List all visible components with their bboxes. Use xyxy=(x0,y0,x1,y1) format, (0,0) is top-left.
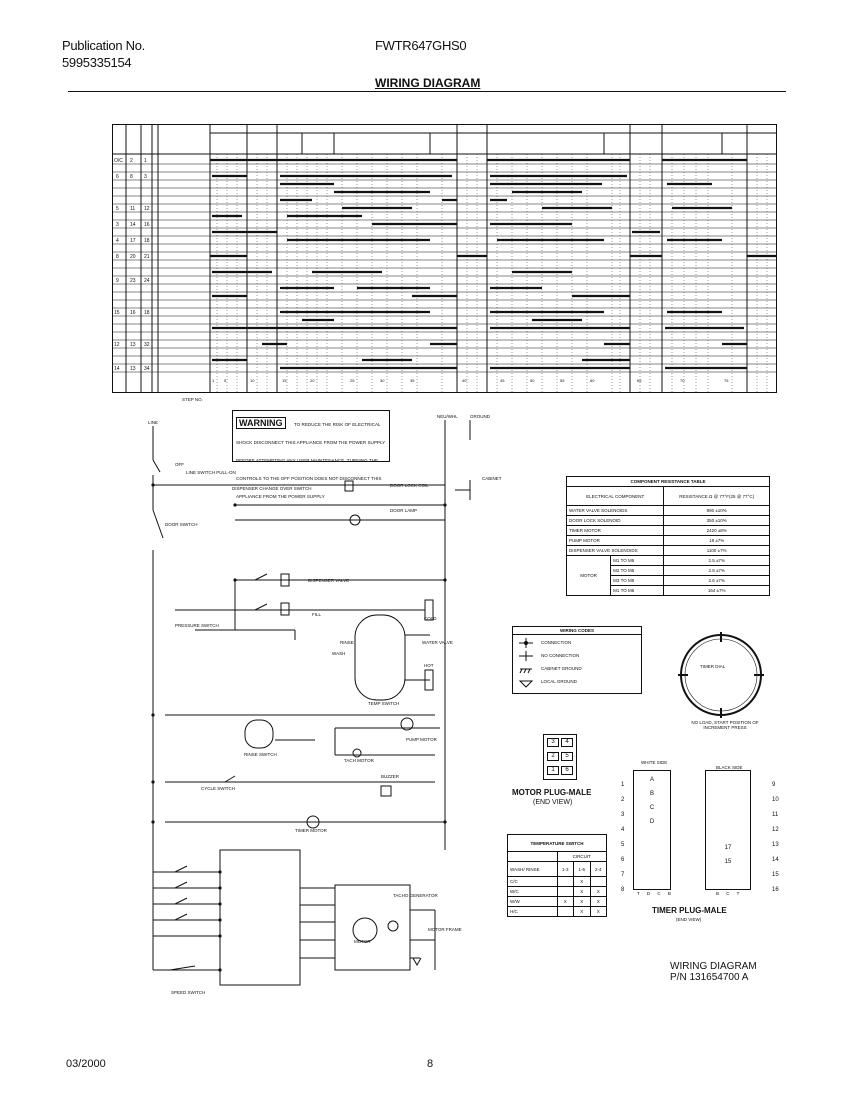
label-speed-switch: SPEED SWITCH xyxy=(171,990,206,995)
svg-text:18: 18 xyxy=(144,310,150,316)
svg-text:21: 21 xyxy=(144,254,150,260)
label-ground: GROUND xyxy=(470,414,490,419)
svg-text:8: 8 xyxy=(116,254,119,260)
label-dispenser-switch: DISPENSER CHANGE OVER SWITCH xyxy=(232,486,312,491)
table-row: WATER VALVE SOLENOIDS 890 ±10% xyxy=(567,506,770,516)
motor-plug-sub: (END VIEW) xyxy=(533,799,573,806)
circuit-label: CIRCUIT xyxy=(557,852,606,862)
svg-text:13: 13 xyxy=(130,366,136,372)
label-door-switch: DOOR SWITCH xyxy=(165,522,198,527)
white-pin: A xyxy=(649,777,654,783)
resistance-col-component: ELECTRICAL COMPONENT xyxy=(567,487,664,506)
wiring-schematic xyxy=(135,410,480,1010)
label-pressure-switch: PRESSURE SWITCH xyxy=(175,623,219,628)
timer-dial-icon xyxy=(676,630,766,720)
label-cold: COLD xyxy=(424,616,437,621)
label-line: LINE xyxy=(148,420,159,425)
svg-text:5: 5 xyxy=(224,378,227,383)
svg-text:O/C: O/C xyxy=(114,158,123,164)
timer-plug-sub: (END VIEW) xyxy=(676,917,702,922)
warning-text: TO REDUCE THE RISK OF ELECTRICAL SHOCK DISCONNECT THIS APPLIANCE FROM THE POWER SUPPLY BEFORE ATTEMPTING ANY USER MAINTENANCE. TURNING THE CONTROLS TO THE OFF POSITION DOES NOT DISCONNECT THIS APPLIANCE FROM THE POWER SUPPLY xyxy=(236,422,386,499)
svg-text:30: 30 xyxy=(380,378,385,383)
label-cabinet: CABINET xyxy=(482,476,502,481)
code-connection: CONNECTION xyxy=(541,640,572,645)
timer-plug-bottom-white: T D C B xyxy=(637,891,674,896)
motor-plug xyxy=(543,734,577,780)
temperature-switch-table xyxy=(507,834,607,917)
resistance-col-value: RESISTANCE Ω @ 77°F(25 @ 77°C) xyxy=(664,487,770,506)
label-cycle-switch: CYCLE SWITCH xyxy=(201,786,236,791)
label-line-switch: LINE SWITCH PULL-ON xyxy=(186,470,236,475)
table-row: DOOR LOCK SOLENOID 350 ±10% xyxy=(567,516,770,526)
timer-plug-label: TIMER PLUG-MALE xyxy=(652,906,727,915)
svg-text:1: 1 xyxy=(144,158,147,164)
table-row: MOTOR M1 TO M5 2.5 ±7% xyxy=(567,556,770,566)
label-fill: FILL xyxy=(312,612,322,617)
wiring-codes-title: WIRING CODES xyxy=(513,627,641,635)
motor-label: MOTOR xyxy=(567,556,611,596)
publication-label: Publication No. xyxy=(62,38,145,53)
svg-text:14: 14 xyxy=(130,222,136,228)
code-no-connection: NO CONNECTION xyxy=(541,653,580,658)
table-row: TIMER MOTOR 2420 ±8% xyxy=(567,526,770,536)
timer-dial-center: TIMER DIAL xyxy=(700,664,726,669)
svg-text:65: 65 xyxy=(637,378,642,383)
label-tacho-generator: TACHO GENERATOR xyxy=(393,893,438,898)
label-dispenser-valve: DISPENSER VALVE xyxy=(308,578,350,583)
wash-rinse-label: WASH/ RINSE xyxy=(508,862,558,877)
model-number: FWTR647GHS0 xyxy=(375,38,467,53)
svg-text:18: 18 xyxy=(144,238,150,244)
label-timer-motor: TIMER MOTOR xyxy=(295,828,327,833)
label-tach-motor: TACH MOTOR xyxy=(344,758,374,763)
footer-date: 03/2000 xyxy=(66,1058,106,1070)
warning-heading: WARNING xyxy=(236,417,286,429)
white-pin: B xyxy=(649,791,654,797)
svg-text:32: 32 xyxy=(144,342,150,348)
code-local-ground: LOCAL GROUND xyxy=(541,679,577,684)
timer-plug-left-nums: 1 2 3 4 5 6 7 8 xyxy=(621,782,625,893)
svg-text:70: 70 xyxy=(680,378,685,383)
motor-pin: 1 xyxy=(547,766,559,775)
motor-pin: 2 xyxy=(547,752,559,761)
table-row: DISPENSER VALVE SOLENOIDS 1100 ±7% xyxy=(567,546,770,556)
motor-pin: 6 xyxy=(561,766,573,775)
timer-plug-bottom-black: B C T xyxy=(716,891,743,896)
timer-plug-white xyxy=(633,770,671,890)
svg-text:3: 3 xyxy=(144,174,147,180)
svg-text:11: 11 xyxy=(130,206,136,212)
black-side-label: BLACK SIDE xyxy=(716,765,743,770)
publication-number: 5995335154 xyxy=(62,55,132,70)
svg-text:3: 3 xyxy=(116,222,119,228)
svg-text:25: 25 xyxy=(350,378,355,383)
svg-text:10: 10 xyxy=(250,378,255,383)
label-door-lock-coil: DOOR LOCK COIL xyxy=(390,483,429,488)
svg-text:16: 16 xyxy=(144,222,150,228)
page-number: 8 xyxy=(427,1058,434,1070)
table-row: M1 TO M6 164 ±7% xyxy=(567,586,770,596)
svg-text:75: 75 xyxy=(724,378,729,383)
wiring-code-symbols xyxy=(517,637,535,689)
svg-text:4: 4 xyxy=(116,238,119,244)
wiring-codes-box xyxy=(512,626,642,694)
svg-text:24: 24 xyxy=(144,278,150,284)
table-row: W/C X X xyxy=(508,887,607,897)
table-row: PUMP MOTOR 18 ±7% xyxy=(567,536,770,546)
svg-text:2: 2 xyxy=(130,158,133,164)
svg-text:20: 20 xyxy=(130,254,136,260)
svg-text:17: 17 xyxy=(130,238,136,244)
svg-text:9: 9 xyxy=(116,278,119,284)
step-label: STEP NO. xyxy=(182,397,203,402)
svg-text:12: 12 xyxy=(144,206,150,212)
wiring-diagram-label: WIRING DIAGRAM xyxy=(670,961,757,972)
svg-text:23: 23 xyxy=(130,278,136,284)
section-title: WIRING DIAGRAM xyxy=(375,76,481,90)
label-off: OFF xyxy=(175,462,184,467)
svg-text:6: 6 xyxy=(116,174,119,180)
label-pump-motor: PUMP MOTOR xyxy=(406,737,437,742)
label-temp-switch: TEMP SWITCH xyxy=(368,701,400,706)
svg-text:20: 20 xyxy=(310,378,315,383)
label-rinse: RINSE xyxy=(340,640,354,645)
motor-pin: 5 xyxy=(561,752,573,761)
black-pin: 15 xyxy=(724,859,732,865)
svg-text:12: 12 xyxy=(114,342,120,348)
motor-plug-label: MOTOR PLUG-MALE xyxy=(512,788,592,797)
svg-text:14: 14 xyxy=(114,366,120,372)
svg-text:15: 15 xyxy=(282,378,287,383)
table-row: M3 TO M5 2.6 ±7% xyxy=(567,576,770,586)
label-wash: WASH xyxy=(332,651,346,656)
white-pin: C xyxy=(649,805,655,811)
svg-text:16: 16 xyxy=(130,310,136,316)
svg-text:13: 13 xyxy=(130,342,136,348)
label-motor-frame: MOTOR FRAME xyxy=(428,927,462,932)
svg-text:34: 34 xyxy=(144,366,150,372)
svg-text:50: 50 xyxy=(530,378,535,383)
label-motor: MOTOR xyxy=(354,939,371,944)
circuit-col: 1-5 xyxy=(574,862,590,877)
motor-pin: 3 xyxy=(547,738,559,747)
white-side-label: WHITE SIDE xyxy=(641,760,668,765)
svg-text:5: 5 xyxy=(116,206,119,212)
white-pin: D xyxy=(649,819,655,825)
label-hot: HOT xyxy=(424,663,434,668)
timer-dial-note: NO LOAD, START POSITION OF INCREMENT PRESS xyxy=(691,720,759,730)
timer-plug-black xyxy=(705,770,751,890)
label-neutral: NEU/WHL xyxy=(437,414,458,419)
svg-text:40: 40 xyxy=(462,378,467,383)
black-pin: 17 xyxy=(724,845,732,851)
timer-plug-right-nums: 9 10 11 12 13 14 15 16 xyxy=(772,782,779,893)
table-row: W/W X X X xyxy=(508,897,607,907)
svg-text:35: 35 xyxy=(410,378,415,383)
svg-text:1: 1 xyxy=(212,378,215,383)
circuit-col: 1-3 xyxy=(557,862,573,877)
svg-text:55: 55 xyxy=(560,378,565,383)
svg-text:60: 60 xyxy=(590,378,595,383)
temp-switch-title: TEMPERATURE SWITCH xyxy=(508,835,607,852)
table-row: M2 TO M5 2.8 ±7% xyxy=(567,566,770,576)
svg-text:15: 15 xyxy=(114,310,120,316)
label-rinse-switch: RINSE SWITCH xyxy=(244,752,277,757)
code-cabinet-ground: CABINET GROUND xyxy=(541,666,582,671)
label-buzzer: BUZZER xyxy=(381,774,399,779)
resistance-table-title: COMPONENT RESISTANCE TABLE xyxy=(567,477,770,487)
table-row: C/C X xyxy=(508,877,607,887)
svg-text:45: 45 xyxy=(500,378,505,383)
header-rule xyxy=(68,91,786,92)
timer-sequence-chart xyxy=(112,120,777,410)
label-door-lamp: DOOR LAMP xyxy=(390,508,418,513)
table-row: H/C X X xyxy=(508,907,607,917)
resistance-table xyxy=(566,476,770,596)
motor-pin: 4 xyxy=(561,738,573,747)
label-water-valve: WATER VALVE xyxy=(422,640,453,645)
svg-text:8: 8 xyxy=(130,174,133,180)
part-number-label: P/N 131654700 A xyxy=(670,972,749,983)
circuit-col: 2-4 xyxy=(590,862,607,877)
